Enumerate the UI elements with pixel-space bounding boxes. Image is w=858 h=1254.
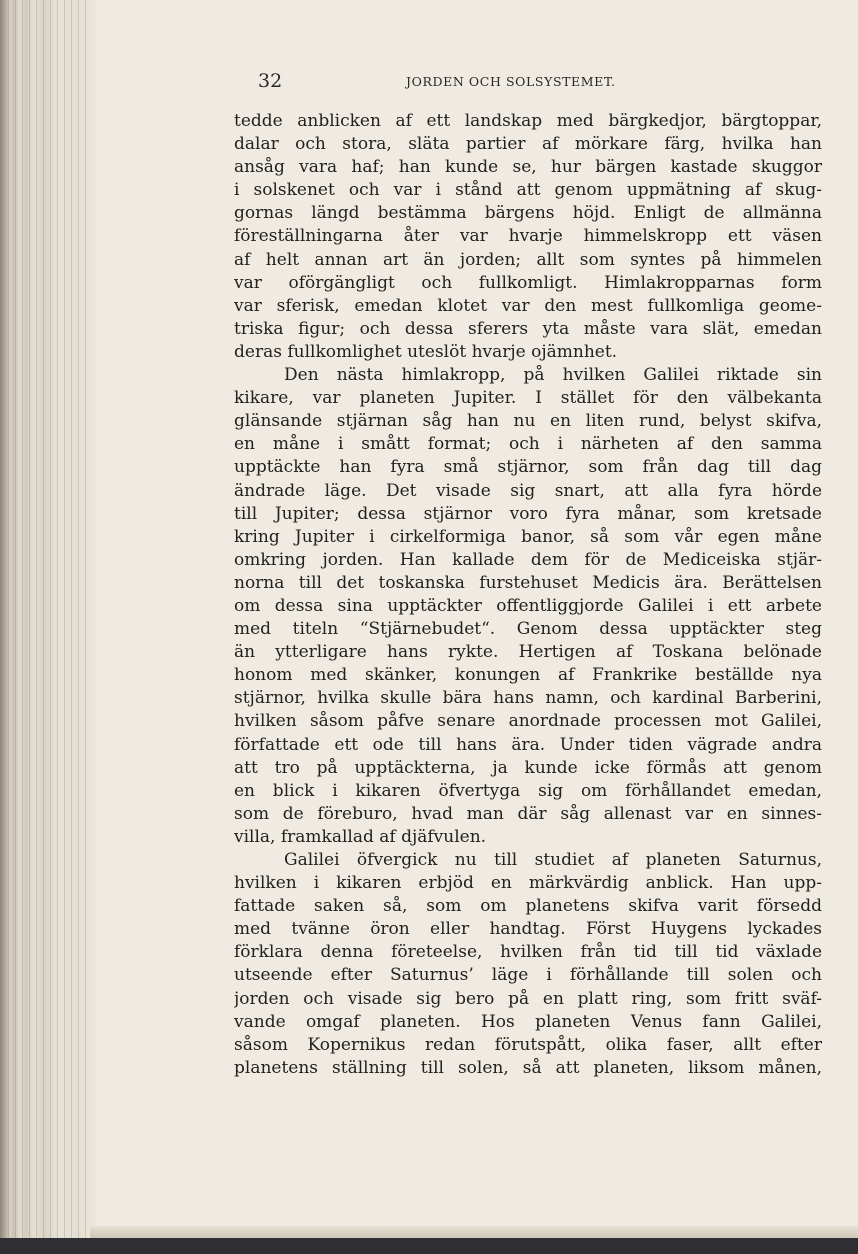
- text-line: Galilei öfvergick nu till studiet af planeten Saturnus,: [284, 850, 822, 870]
- text-line: dalar och stora, släta partier af mörkare färg, hvilka han: [234, 134, 822, 155]
- text-line: hvilken såsom påfve senare anordnade processen mot Galilei,: [234, 711, 822, 732]
- text-line: glänsande stjärnan såg han nu en liten rund, belyst skifva,: [234, 411, 822, 432]
- text-line: triska figur; och dessa sferers yta måste vara slät, emedan: [234, 318, 822, 339]
- text-line: jorden och visade sig bero på en platt ring, som fritt sväf-: [234, 988, 822, 1009]
- text-line: tedde anblicken af ett landskap med bärgkedjor, bärgtoppar,: [234, 111, 822, 131]
- page-edges: [8, 0, 88, 1238]
- text-line: omkring jorden. Han kallade dem för de Mediceiska stjär-: [234, 549, 822, 570]
- text-line: utseende efter Saturnus’ läge i förhållande till solen och: [234, 965, 822, 986]
- text-line: kring Jupiter i cirkelformiga banor, så som vår egen måne: [234, 526, 822, 547]
- page-header: [258, 70, 818, 94]
- text-line: förklara denna företeelse, hvilken från tid till tid växlade: [234, 942, 822, 963]
- text-line: villa, framkallad af djäfvulen.: [234, 826, 487, 847]
- text-line: en blick i kikaren öfvertyga sig om förhållandet emedan,: [234, 780, 822, 801]
- text-line: stjärnor, hvilka skulle bära hans namn, och kardinal Barberini,: [234, 688, 822, 709]
- page-bottom-edge: [90, 1226, 858, 1238]
- text-line: var sferisk, emedan klotet var den mest fullkomliga geome-: [234, 295, 822, 316]
- text-line: en måne i smått format; och i närheten af den samma: [234, 434, 822, 455]
- text-line: till Jupiter; dessa stjärnor voro fyra månar, som kretsade: [234, 503, 822, 524]
- text-line: deras fullkomlighet uteslöt hvarje ojämnhet.: [234, 341, 618, 362]
- text-line: var oförgängligt och fullkomligt. Himlakropparnas form: [234, 272, 822, 293]
- text-line: med tvänne öron eller handtag. Först Huygens lyckades: [234, 919, 822, 940]
- text-line: författade ett ode till hans ära. Under tiden vägrade andra: [234, 734, 822, 755]
- text-line: planetens ställning till solen, så att planeten, liksom månen,: [234, 1057, 822, 1078]
- text-line: honom med skänker, konungen af Frankrike beställde nya: [234, 665, 822, 686]
- text-line: vande omgaf planeten. Hos planeten Venus fann Galilei,: [234, 1011, 822, 1032]
- text-line: i solskenet och var i stånd att genom uppmätning af skug-: [234, 180, 822, 201]
- text-line: ansåg vara haf; han kunde se, hur bärgen kastade skuggor: [234, 157, 822, 178]
- text-line: om dessa sina upptäckter offentliggjorde Galilei i ett arbete: [234, 595, 822, 616]
- text-line: fattade saken så, som om planetens skifva varit försedd: [234, 896, 822, 917]
- text-line: gornas längd bestämma bärgens höjd. Enligt de allmänna: [234, 203, 822, 224]
- text-line: som de föreburo, hvad man där såg allenast var en sinnes-: [234, 803, 822, 824]
- text-line: att tro på upptäckterna, ja kunde icke förmås att genom: [234, 757, 822, 778]
- body-text: [234, 110, 822, 1080]
- text-line: med titeln “Stjärnebudet“. Genom dessa upptäckter steg: [234, 619, 822, 640]
- text-line: ändrade läge. Det visade sig snart, att alla fyra hörde: [234, 480, 822, 501]
- text-line: såsom Kopernikus redan förutspått, olika faser, allt efter: [234, 1034, 822, 1055]
- text-line: hvilken i kikaren erbjöd en märkvärdig anblick. Han upp-: [234, 873, 822, 894]
- text-line: än ytterligare hans rykte. Hertigen af Toskana belönade: [234, 642, 822, 663]
- page-number: 32: [258, 70, 283, 92]
- text-line: föreställningarna åter var hvarje himmelskropp ett väsen: [234, 226, 822, 247]
- running-title: JORDEN OCH SOLSYSTEMET.: [406, 74, 616, 89]
- text-line: norna till det toskanska furstehuset Medicis ära. Berättelsen: [234, 572, 822, 593]
- text-line: kikare, var planeten Jupiter. I stället för den välbekanta: [234, 388, 822, 409]
- text-line: af helt annan art än jorden; allt som syntes på himmelen: [234, 249, 822, 270]
- text-line: Den nästa himlakropp, på hvilken Galilei riktade sin: [284, 365, 822, 386]
- text-line: upptäckte han fyra små stjärnor, som från dag till dag: [234, 457, 822, 478]
